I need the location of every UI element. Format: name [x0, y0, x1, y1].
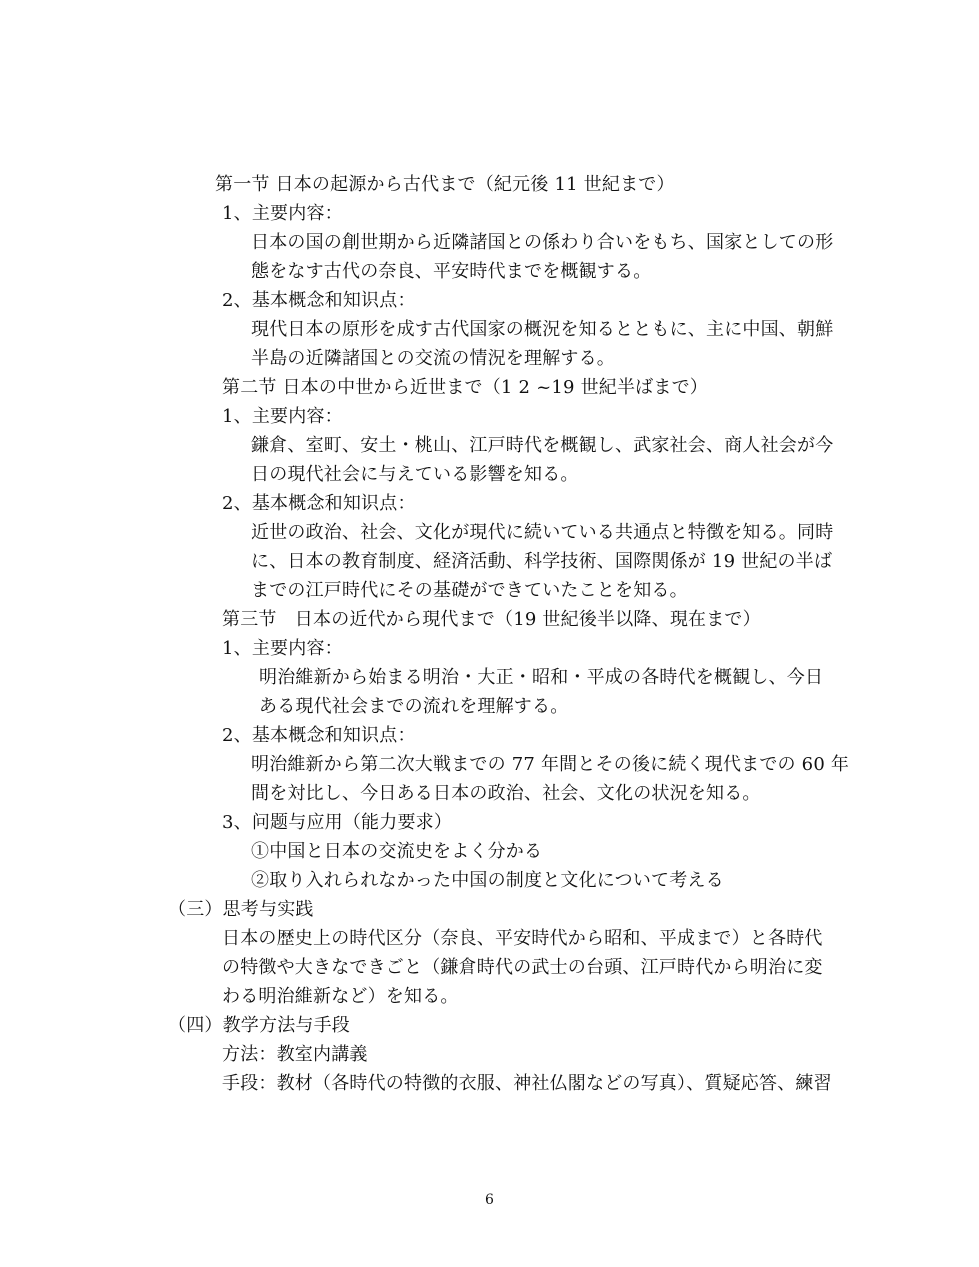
part-4-means-line: 手段：教材（各時代の特徴的衣服、神社仏閣などの写真）、質疑応答、練習: [222, 1073, 832, 1094]
section-2-item-1-heading: 1、主要内容：: [222, 406, 343, 427]
section-2-item-1-text-line-1: 鎌倉、室町、安土・桃山、江戸時代を概観し、武家社会、商人社会が今: [251, 435, 834, 456]
part-3-text-line-1: 日本の歴史上の時代区分（奈良、平安時代から昭和、平成まで）と各時代: [222, 928, 823, 949]
part-4-method-line: 方法：教室内講義: [222, 1044, 368, 1065]
section-3-item-3-point-1: ①中国と日本の交流史をよく分かる: [251, 841, 543, 862]
section-1-item-2-heading: 2、基本概念和知识点：: [222, 290, 416, 311]
section-1-item-2-text-line-1: 現代日本の原形を成す古代国家の概況を知るとともに、主に中国、朝鮮: [251, 319, 834, 340]
section-3-item-3-point-2: ②取り入れられなかった中国の制度と文化について考える: [251, 870, 724, 891]
page-number: 6: [485, 1192, 494, 1208]
section-2-item-2-text-line-2: に、日本の教育制度、経済活動、科学技術、国際関係が 19 世紀の半ば: [251, 551, 833, 572]
section-3-item-2-text-line-1: 明治維新から第二次大戦までの 77 年間とその後に続く現代までの 60 年: [251, 754, 850, 775]
section-1-item-1-text-line-1: 日本の国の創世期から近隣諸国との係わり合いをもち、国家としての形: [251, 232, 834, 253]
section-2-item-1-text-line-2: 日の現代社会に与えている影響を知る。: [251, 464, 579, 485]
section-1-item-1-heading: 1、主要内容：: [222, 203, 343, 224]
part-3-text-line-3: わる明治維新など）を知る。: [222, 986, 459, 1007]
section-3-item-1-text-line-2: ある現代社会までの流れを理解する。: [259, 696, 569, 717]
section-2-heading: 第二节 日本の中世から近世まで（1 2 ~19 世紀半ばまで）: [222, 377, 708, 398]
section-3-item-1-heading: 1、主要内容：: [222, 638, 343, 659]
section-3-item-3-heading: 3、问题与应用（能力要求）: [222, 812, 453, 833]
part-4-heading: （四）教学方法与手段: [168, 1015, 350, 1036]
section-2-item-2-text-line-1: 近世の政治、社会、文化が現代に続いている共通点と特徴を知る。同時: [251, 522, 834, 543]
section-1-item-2-text-line-2: 半島の近隣諸国との交流の情況を理解する。: [251, 348, 615, 369]
part-3-text-line-2: の特徴や大きなできごと（鎌倉時代の武士の台頭、江戸時代から明治に変: [222, 957, 823, 978]
section-2-item-2-heading: 2、基本概念和知识点：: [222, 493, 416, 514]
section-1-item-1-text-line-2: 態をなす古代の奈良、平安時代までを概観する。: [251, 261, 652, 282]
section-3-item-1-text-line-1: 明治維新から始まる明治・大正・昭和・平成の各時代を概観し、今日: [259, 667, 824, 688]
section-2-item-2-text-line-3: までの江戸時代にその基礎ができていたことを知る。: [251, 580, 688, 601]
section-1-heading: 第一节 日本の起源から古代まで（紀元後 11 世紀まで）: [215, 174, 675, 195]
section-3-item-2-heading: 2、基本概念和知识点：: [222, 725, 416, 746]
section-3-heading: 第三节 日本の近代から現代まで（19 世紀後半以降、現在まで）: [222, 609, 761, 630]
section-3-item-2-text-line-2: 間を対比し、今日ある日本の政治、社会、文化の状況を知る。: [251, 783, 761, 804]
part-3-heading: （三）思考与实践: [168, 899, 314, 920]
